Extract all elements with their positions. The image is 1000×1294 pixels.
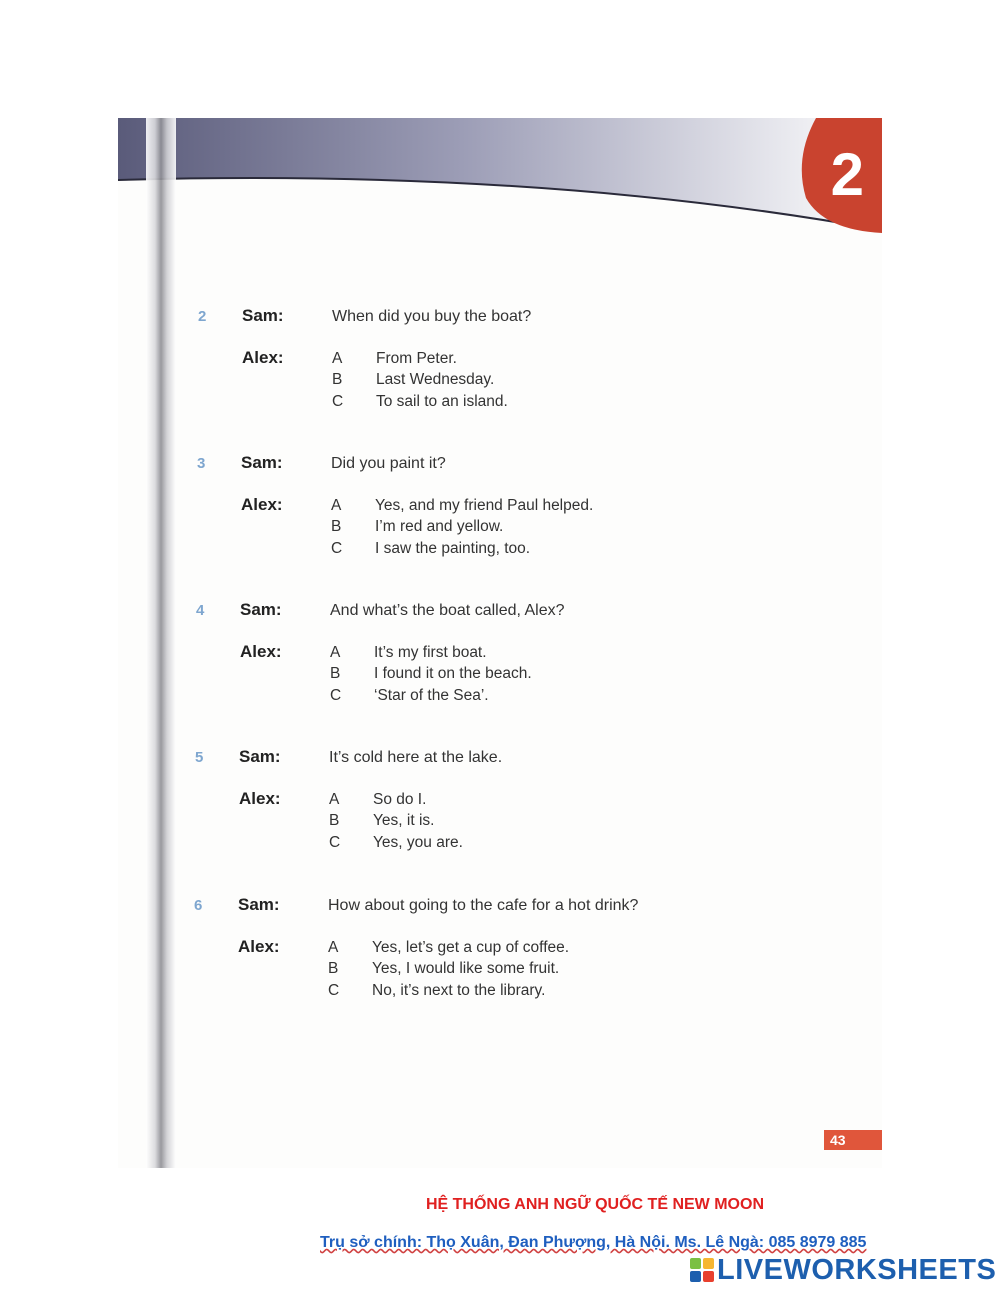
- option-letter: B: [332, 371, 343, 389]
- option-text: Yes, and my friend Paul helped.: [375, 497, 594, 514]
- option-letter: A: [329, 791, 340, 808]
- header-band: [118, 118, 882, 238]
- option-letter: B: [328, 960, 339, 978]
- option-text: Yes, you are.: [373, 833, 463, 851]
- speaker-sam: Sam:: [241, 453, 283, 472]
- page-number: 43: [824, 1130, 882, 1150]
- option-letter: B: [331, 518, 342, 536]
- option-text: Yes, let’s get a cup of coffee.: [372, 939, 570, 956]
- option-letter: C: [330, 686, 342, 704]
- option-text: From Peter.: [376, 350, 457, 367]
- question-number: 4: [196, 602, 205, 619]
- option-letter: A: [332, 350, 343, 367]
- option-text: Yes, it is.: [373, 812, 435, 830]
- option-letter: A: [328, 939, 339, 956]
- speaker-alex: Alex:: [240, 642, 282, 661]
- option-text: No, it’s next to the library.: [372, 981, 546, 999]
- speaker-sam: Sam:: [238, 895, 280, 914]
- option-text: Last Wednesday.: [376, 371, 495, 389]
- question-number: 2: [198, 308, 207, 325]
- speaker-sam: Sam:: [240, 600, 282, 619]
- option-letter: C: [331, 539, 343, 557]
- option-text: I saw the painting, too.: [375, 539, 531, 557]
- footer-address: Trụ sở chính: Thọ Xuân, Đan Phượng, Hà Nội. Ms. Lê Ngà: 085 8979 885: [320, 1234, 867, 1251]
- speaker-alex: Alex:: [238, 937, 280, 956]
- option-text: ‘Star of the Sea’.: [374, 686, 489, 704]
- question-number: 3: [197, 455, 206, 472]
- liveworksheets-logo: [690, 1254, 996, 1286]
- option-text: Yes, I would like some fruit.: [372, 960, 560, 978]
- book-spine-shadow: [146, 118, 176, 1168]
- speaker-alex: Alex:: [242, 348, 284, 367]
- option-text: It’s my first boat.: [374, 644, 487, 661]
- option-text: I’m red and yellow.: [375, 518, 504, 536]
- question-prompt: When did you buy the boat?: [332, 308, 532, 325]
- question-prompt: How about going to the cafe for a hot drink?: [328, 897, 639, 914]
- question-prompt: It’s cold here at the lake.: [329, 749, 503, 766]
- option-letter: C: [329, 833, 341, 851]
- speaker-sam: Sam:: [242, 306, 284, 325]
- option-letter: C: [328, 981, 340, 999]
- footer-title: HỆ THỐNG ANH NGỮ QUỐC TẾ NEW MOON: [425, 1196, 764, 1213]
- option-text: To sail to an island.: [376, 392, 508, 410]
- question-prompt: Did you paint it?: [331, 455, 446, 472]
- option-letter: B: [329, 812, 340, 830]
- option-letter: A: [330, 644, 341, 661]
- brand-name: LIVEWORKSHEETS: [717, 1253, 997, 1286]
- question-number: 5: [195, 749, 204, 766]
- option-letter: A: [331, 497, 342, 514]
- option-letter: C: [332, 392, 344, 410]
- question-number: 6: [194, 897, 203, 914]
- speaker-sam: Sam:: [239, 747, 281, 766]
- speaker-alex: Alex:: [241, 495, 283, 514]
- speaker-alex: Alex:: [239, 789, 281, 808]
- question-prompt: And what’s the boat called, Alex?: [330, 602, 565, 619]
- liveworksheets-icon: [690, 1258, 714, 1282]
- option-text: I found it on the beach.: [374, 665, 532, 683]
- option-text: So do I.: [373, 791, 427, 808]
- option-letter: B: [330, 665, 341, 683]
- unit-number: 2: [830, 141, 864, 208]
- book-page-scan: [118, 118, 882, 1168]
